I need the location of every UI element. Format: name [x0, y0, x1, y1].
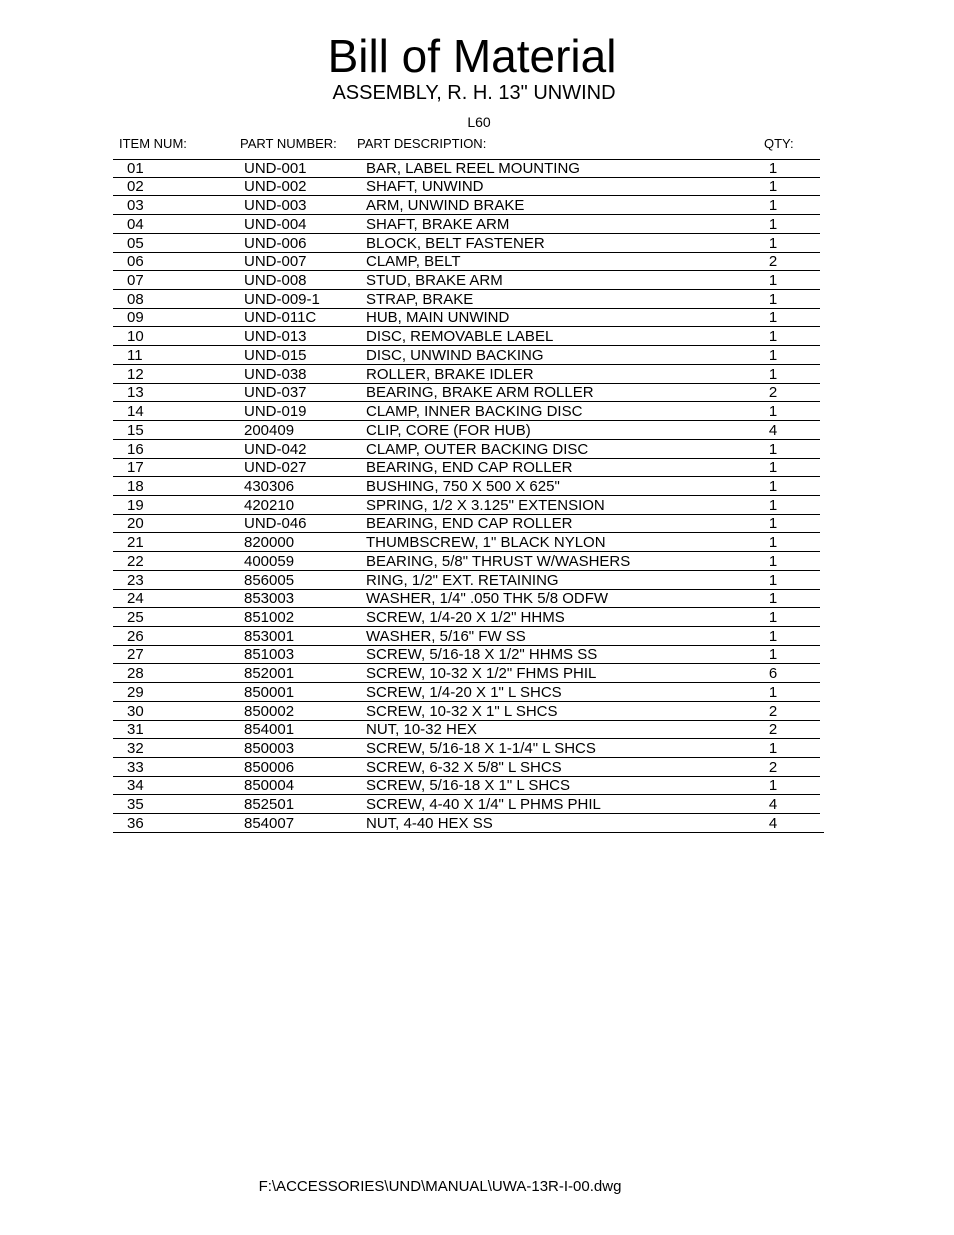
part-number: 850003 [244, 740, 295, 757]
part-description: SCREW, 10-32 X 1" L SHCS [366, 702, 558, 720]
item-number: 26 [127, 627, 144, 645]
item-number: 05 [127, 234, 144, 252]
part-description: CLAMP, INNER BACKING DISC [366, 403, 583, 421]
part-number: UND-006 [244, 234, 307, 252]
part-number: 853003 [244, 590, 295, 608]
item-number: 32 [127, 740, 144, 757]
part-description: SHAFT, UNWIND [366, 178, 484, 196]
quantity: 1 [768, 777, 778, 795]
part-description: BEARING, BRAKE ARM ROLLER [366, 384, 594, 402]
table-row [113, 777, 820, 796]
quantity: 1 [768, 496, 778, 514]
table-row [113, 702, 820, 721]
table-row [113, 309, 820, 328]
table-row [113, 739, 820, 758]
part-description: DISC, UNWIND BACKING [366, 346, 544, 364]
part-number: UND-002 [244, 178, 307, 196]
quantity: 1 [768, 571, 778, 589]
table-row [113, 402, 820, 421]
header-part-number: PART NUMBER: [240, 136, 337, 151]
table-row [113, 533, 820, 552]
item-number: 24 [127, 590, 144, 608]
part-number: 854007 [244, 814, 295, 832]
quantity: 1 [768, 328, 778, 346]
item-number: 30 [127, 702, 144, 720]
item-number: 01 [127, 159, 144, 177]
table-row [113, 590, 820, 609]
table-row [113, 290, 820, 309]
part-description: NUT, 4-40 HEX SS [366, 814, 493, 832]
quantity: 6 [768, 665, 778, 683]
table-row [113, 459, 820, 478]
table-row [113, 384, 820, 403]
item-number: 16 [127, 440, 144, 458]
part-description: CLIP, CORE (FOR HUB) [366, 421, 531, 439]
part-description: ROLLER, BRAKE IDLER [366, 365, 534, 383]
item-number: 15 [127, 421, 144, 439]
quantity: 1 [768, 477, 778, 495]
item-number: 14 [127, 403, 144, 421]
item-number: 35 [127, 796, 144, 814]
part-description: STRAP, BRAKE [366, 290, 474, 308]
item-number: 08 [127, 290, 144, 308]
header-qty: QTY: [764, 136, 794, 151]
quantity: 1 [768, 515, 778, 533]
quantity: 2 [768, 721, 778, 739]
part-number: 851002 [244, 608, 295, 626]
table-row [113, 421, 820, 440]
quantity: 1 [768, 234, 778, 252]
part-number: 852001 [244, 665, 295, 683]
table-row [113, 215, 820, 234]
part-number: UND-038 [244, 365, 307, 383]
part-description: SCREW, 1/4-20 X 1" L SHCS [366, 683, 562, 701]
part-description: SCREW, 10-32 X 1/2" FHMS PHIL [366, 665, 597, 683]
part-number: 420210 [244, 496, 295, 514]
table-row [113, 178, 820, 197]
item-number: 06 [127, 253, 144, 271]
part-number: UND-015 [244, 346, 307, 364]
part-number: UND-037 [244, 384, 307, 402]
header-item-num: ITEM NUM: [119, 136, 187, 151]
table-row [113, 664, 820, 683]
item-number: 09 [127, 309, 144, 327]
table-row [113, 440, 820, 459]
quantity: 1 [768, 590, 778, 608]
table-row [113, 496, 820, 515]
table-row [113, 271, 820, 290]
part-description: BAR, LABEL REEL MOUNTING [366, 159, 580, 177]
item-number: 34 [127, 777, 144, 795]
part-number: UND-042 [244, 440, 307, 458]
part-number: 850004 [244, 777, 295, 795]
table-row [113, 721, 820, 740]
model-code: L60 [467, 114, 491, 130]
item-number: 27 [127, 646, 144, 664]
quantity: 4 [768, 421, 778, 439]
part-description: THUMBSCREW, 1" BLACK NYLON [366, 534, 606, 552]
part-number: UND-027 [244, 459, 307, 477]
table-row [113, 552, 820, 571]
part-number: UND-003 [244, 197, 307, 215]
table-row [113, 234, 820, 253]
item-number: 18 [127, 477, 144, 495]
item-number: 23 [127, 571, 144, 589]
part-number: UND-007 [244, 253, 307, 271]
part-description: WASHER, 1/4" .050 THK 5/8 ODFW [366, 590, 609, 608]
item-number: 20 [127, 515, 144, 533]
item-number: 29 [127, 683, 144, 701]
part-description: BLOCK, BELT FASTENER [366, 234, 545, 252]
quantity: 1 [768, 740, 778, 757]
table-row [113, 627, 820, 646]
quantity: 1 [768, 440, 778, 458]
quantity: 1 [768, 215, 778, 233]
part-number: 854001 [244, 721, 295, 739]
part-description: BEARING, END CAP ROLLER [366, 515, 573, 533]
part-number: UND-019 [244, 403, 307, 421]
quantity: 1 [768, 365, 778, 383]
part-description: SCREW, 5/16-18 X 1/2" HHMS SS [366, 646, 598, 664]
part-number: 430306 [244, 477, 295, 495]
part-number: UND-004 [244, 215, 307, 233]
part-number: UND-046 [244, 515, 307, 533]
part-description: SPRING, 1/2 X 3.125" EXTENSION [366, 496, 605, 514]
item-number: 04 [127, 215, 144, 233]
quantity: 1 [768, 197, 778, 215]
table-row [113, 683, 820, 702]
part-number: UND-001 [244, 159, 307, 177]
quantity: 1 [768, 346, 778, 364]
quantity: 2 [768, 702, 778, 720]
table-row [113, 608, 820, 627]
part-description: SCREW, 1/4-20 X 1/2" HHMS [366, 608, 565, 626]
part-number: 853001 [244, 627, 295, 645]
quantity: 2 [768, 758, 778, 776]
quantity: 1 [768, 534, 778, 552]
bom-table [113, 159, 820, 833]
part-number: 850006 [244, 758, 295, 776]
part-number: 850001 [244, 683, 295, 701]
quantity: 1 [768, 459, 778, 477]
part-description: SCREW, 6-32 X 5/8" L SHCS [366, 758, 562, 776]
item-number: 21 [127, 534, 144, 552]
part-description: CLAMP, OUTER BACKING DISC [366, 440, 589, 458]
item-number: 17 [127, 459, 144, 477]
part-description: WASHER, 5/16" FW SS [366, 627, 526, 645]
item-number: 25 [127, 608, 144, 626]
part-number: 200409 [244, 421, 295, 439]
item-number: 10 [127, 328, 144, 346]
table-row [113, 327, 820, 346]
quantity: 4 [768, 796, 778, 814]
part-description: HUB, MAIN UNWIND [366, 309, 510, 327]
table-row [113, 196, 820, 215]
item-number: 03 [127, 197, 144, 215]
table-row [113, 571, 820, 590]
assembly-subtitle: ASSEMBLY, R. H. 13" UNWIND [332, 82, 616, 104]
item-number: 02 [127, 178, 144, 196]
table-row [113, 646, 820, 665]
part-number: 400059 [244, 552, 295, 570]
part-description: NUT, 10-32 HEX [366, 721, 477, 739]
quantity: 1 [768, 683, 778, 701]
part-number: 852501 [244, 796, 295, 814]
part-number: 851003 [244, 646, 295, 664]
part-description: ARM, UNWIND BRAKE [366, 197, 525, 215]
table-row [113, 253, 820, 272]
quantity: 1 [768, 272, 778, 290]
table-row [113, 159, 820, 178]
item-number: 12 [127, 365, 144, 383]
quantity: 1 [768, 403, 778, 421]
table-row [113, 758, 820, 777]
quantity: 1 [768, 627, 778, 645]
part-description: DISC, REMOVABLE LABEL [366, 328, 554, 346]
header-part-description: PART DESCRIPTION: [357, 136, 487, 151]
quantity: 1 [768, 178, 778, 196]
item-number: 19 [127, 496, 144, 514]
table-row [113, 515, 820, 534]
part-number: 850002 [244, 702, 295, 720]
table-row [113, 795, 820, 814]
part-number: UND-013 [244, 328, 307, 346]
part-description: SHAFT, BRAKE ARM [366, 215, 510, 233]
table-row [113, 477, 820, 496]
table-row [113, 365, 820, 384]
item-number: 36 [127, 814, 144, 832]
quantity: 1 [768, 646, 778, 664]
table-row [113, 346, 820, 365]
quantity: 1 [768, 309, 778, 327]
part-description: BEARING, END CAP ROLLER [366, 459, 573, 477]
item-number: 07 [127, 272, 144, 290]
item-number: 28 [127, 665, 144, 683]
quantity: 2 [768, 253, 778, 271]
part-number: UND-008 [244, 272, 307, 290]
part-description: SCREW, 5/16-18 X 1" L SHCS [366, 777, 571, 795]
item-number: 31 [127, 721, 144, 739]
item-number: 13 [127, 384, 144, 402]
quantity: 1 [768, 290, 778, 308]
part-description: CLAMP, BELT [366, 253, 461, 271]
part-description: BEARING, 5/8" THRUST W/WASHERS [366, 552, 631, 570]
file-path-footer: F:\ACCESSORIES\UND\MANUAL\UWA-13R-I-00.dwg [258, 1178, 622, 1195]
item-number: 22 [127, 552, 144, 570]
quantity: 4 [768, 814, 778, 832]
item-number: 11 [127, 346, 143, 364]
quantity: 1 [768, 159, 778, 177]
part-description: RING, 1/2" EXT. RETAINING [366, 571, 559, 589]
table-row [113, 814, 824, 833]
part-description: STUD, BRAKE ARM [366, 272, 503, 290]
quantity: 2 [768, 384, 778, 402]
part-description: SCREW, 5/16-18 X 1-1/4" L SHCS [366, 740, 596, 757]
part-number: 856005 [244, 571, 295, 589]
quantity: 1 [768, 608, 778, 626]
item-number: 33 [127, 758, 144, 776]
part-description: BUSHING, 750 X 500 X 625" [366, 477, 560, 495]
part-description: SCREW, 4-40 X 1/4" L PHMS PHIL [366, 796, 601, 814]
document-title: Bill of Material [327, 30, 617, 82]
quantity: 1 [768, 552, 778, 570]
part-number: UND-011C [244, 309, 317, 327]
part-number: UND-009-1 [244, 290, 320, 308]
part-number: 820000 [244, 534, 295, 552]
